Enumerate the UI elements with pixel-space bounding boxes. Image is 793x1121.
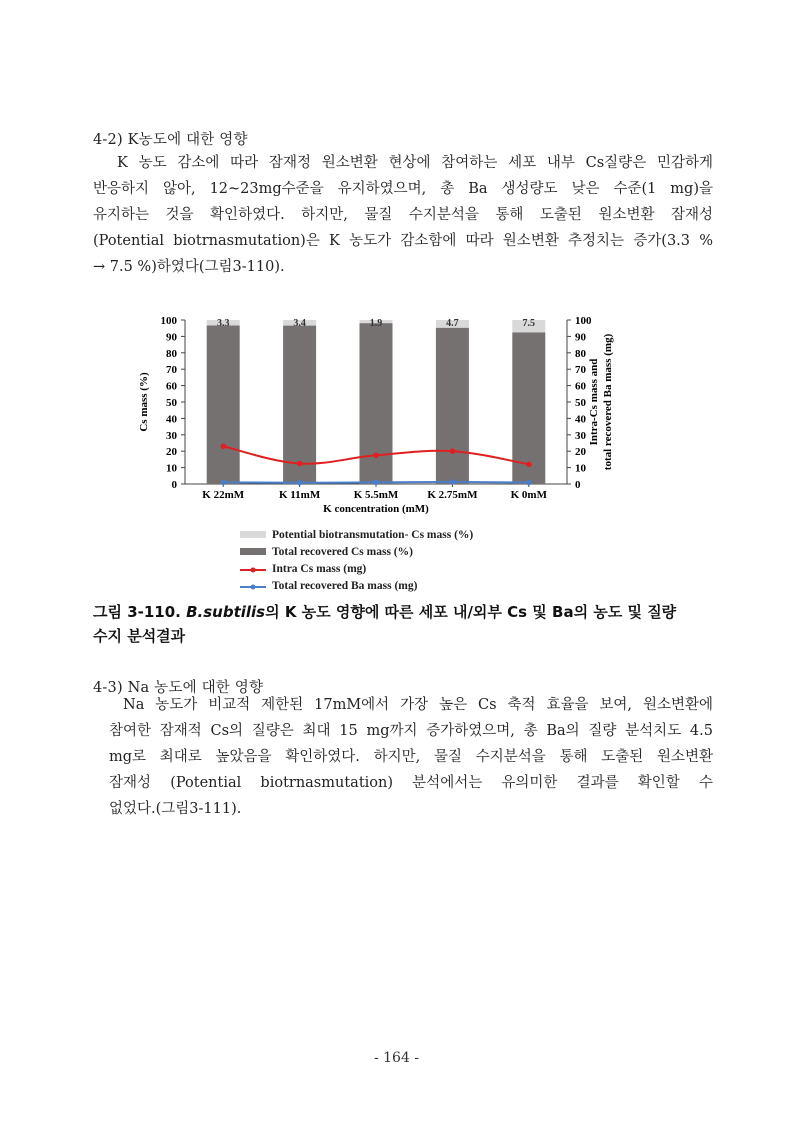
y-tick-label-right: 0 [575, 479, 581, 491]
paragraph-line: 유지하는 것을 확인하였다. 하지만, 물질 수지분석을 통해 도출된 원소변환 잠재성 [93, 207, 713, 223]
y-tick-label-right: 40 [575, 413, 586, 426]
y-axis-label-right: Intra-Cs mass and [588, 358, 600, 446]
legend-item-total-cs [240, 543, 473, 560]
paragraph-line: → 7.5 %)하였다(그림3-110). [93, 259, 285, 275]
y-tick-label-right: 90 [575, 331, 586, 344]
bar-data-label: 7.5 [522, 318, 536, 329]
y-tick-label-left: 30 [166, 429, 177, 442]
paragraph-line: 반응하지 않아, 12~23mg수준을 유지하였으며, 총 Ba 생성량도 낮은 수준(1 mg)을 [93, 181, 713, 197]
y-axis-label-left: Cs mass (%) [138, 372, 150, 432]
x-tick-label: K 22mM [202, 489, 245, 501]
legend-label: Potential biotransmutation- Cs mass (%) [272, 528, 474, 541]
legend-swatch-blue-line [240, 582, 266, 590]
paragraph-line: 참여한 잠재적 Cs의 질량은 최대 15 mg까지 증가하였으며, 총 Ba의 질량 분석치도 4.5 [109, 723, 713, 739]
y-tick-label-left: 40 [166, 413, 177, 426]
point-intra-cs [526, 462, 532, 468]
paragraph-line: K 농도 감소에 따라 잠재정 원소변환 현상에 참여하는 세포 내부 Cs질량은 민감하게 [117, 155, 713, 171]
y-tick-label-right: 70 [575, 364, 586, 377]
figure-chart [135, 308, 615, 520]
caption-species: B.subtilis [186, 603, 266, 621]
point-intra-cs [220, 443, 226, 449]
figure-caption [93, 600, 713, 648]
point-total-ba [373, 480, 379, 486]
caption-text-line2: 수지 분석결과 [93, 627, 186, 645]
point-intra-cs [297, 461, 303, 467]
bar-data-label: 3.3 [216, 318, 230, 329]
legend-label: Total recovered Cs mass (%) [272, 545, 413, 558]
y-tick-label-right: 30 [575, 429, 586, 442]
legend-label: Total recovered Ba mass (mg) [272, 579, 418, 592]
point-total-ba [526, 480, 532, 486]
y-tick-label-left: 50 [166, 397, 177, 409]
paragraph-line: mg로 최대로 높았음을 확인하였다. 하지만, 물질 수지분석을 통해 도출된 원소변환 [109, 749, 713, 765]
y-tick-label-left: 80 [166, 347, 177, 360]
y-tick-label-right: 20 [575, 446, 586, 459]
legend-swatch-gray-dark [240, 548, 266, 555]
legend-item-intra-cs [240, 560, 473, 577]
legend-swatch-red-line [240, 565, 266, 573]
legend-item-total-ba [240, 577, 473, 594]
y-tick-label-left: 10 [166, 462, 177, 475]
y-tick-label-right: 60 [575, 380, 586, 393]
bar-total-recovered-cs [207, 325, 240, 484]
legend-item-potential [240, 526, 473, 543]
point-intra-cs [450, 448, 456, 454]
paragraph-line: 잠재성 (Potential biotrnasmutation) 분석에서는 유의미한 결과를 확인할 수 [109, 775, 713, 791]
bar-data-label: 4.7 [446, 318, 459, 329]
bar-total-recovered-cs [436, 328, 469, 484]
paragraph-line: 없었다.(그림3-111). [109, 801, 242, 817]
caption-prefix: 그림 3-110. [93, 603, 187, 621]
bar-total-recovered-cs [283, 326, 316, 484]
legend-label: Intra Cs mass (mg) [272, 562, 367, 575]
y-tick-label-right: 80 [575, 347, 586, 360]
x-tick-label: K 2.75mM [427, 489, 478, 501]
x-tick-label: K 5.5mM [353, 489, 399, 501]
bar-total-recovered-cs [360, 323, 393, 484]
y-tick-label-left: 0 [171, 479, 177, 491]
y-tick-label-left: 70 [166, 364, 177, 377]
section-heading-4-3: 4-3) Na 농도에 대한 영향 [93, 680, 264, 696]
y-tick-label-right: 10 [575, 462, 586, 475]
y-tick-label-left: 90 [166, 331, 177, 344]
legend-swatch-gray-light [240, 531, 266, 538]
section-heading-4-2: 4-2) K농도에 대한 영향 [93, 132, 248, 148]
x-axis-label: K concentration (mM) [323, 503, 429, 515]
x-tick-label: K 0mM [510, 489, 547, 501]
point-total-ba [450, 479, 456, 485]
section-4-3-paragraph [109, 692, 713, 822]
page-number: - 164 - [373, 1050, 420, 1066]
bar-data-label: 3.4 [293, 318, 306, 329]
y-tick-label-right: 100 [575, 315, 592, 327]
point-intra-cs [373, 453, 379, 459]
paragraph-line: Na 농도가 비교적 제한된 17mM에서 가장 높은 Cs 축적 효율을 보여, 원소변환에 [123, 697, 713, 713]
y-tick-label-left: 60 [166, 380, 177, 393]
y-axis-label-right: total recovered Ba mass (mg) [602, 333, 614, 471]
y-tick-label-left: 20 [166, 446, 177, 459]
point-total-ba [220, 480, 226, 486]
bar-data-label: 1.9 [369, 318, 383, 329]
section-4-2-paragraph [93, 150, 713, 280]
chart-legend [240, 526, 473, 594]
y-tick-label-left: 100 [160, 315, 177, 327]
y-tick-label-right: 50 [575, 397, 586, 409]
caption-text: 의 K 농도 영향에 따른 세포 내/외부 Cs 및 Ba의 농도 및 질량 [265, 603, 677, 621]
paragraph-line: (Potential biotrnasmutation)은 K 농도가 감소함에 따라 원소변환 추정치는 증가(3.3 % [93, 233, 713, 249]
point-total-ba [297, 480, 303, 486]
x-tick-label: K 11mM [278, 489, 321, 501]
